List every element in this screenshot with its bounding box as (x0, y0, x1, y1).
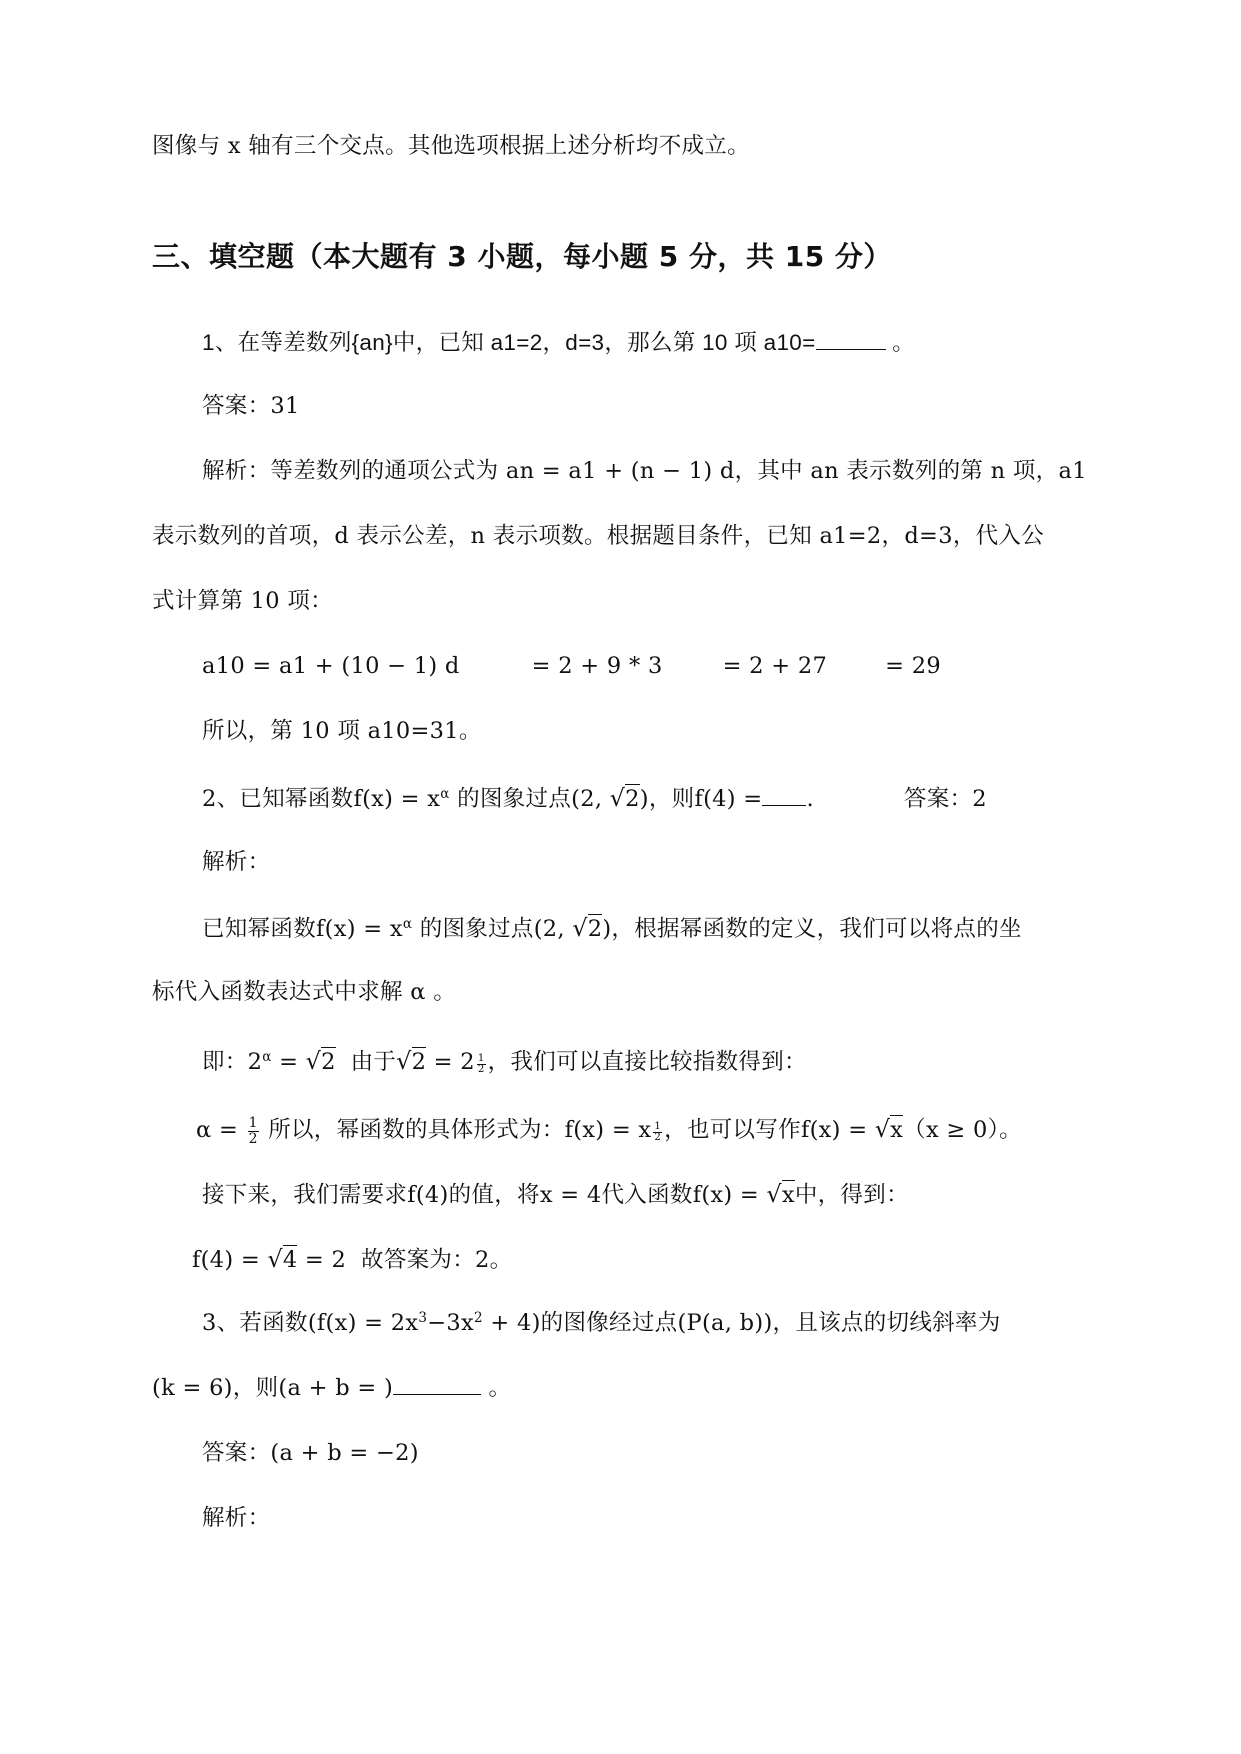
q2-number: 2、 (202, 786, 240, 812)
q1-explanation-line-1: 解析：等差数列的通项公式为 an = a1 + (n − 1) d，其中 an 表示数列的第 n 项，a1 (202, 458, 1087, 484)
q3-answer-value: (a + b = −2) (270, 1440, 419, 1466)
calc-step-4: = 29 (885, 653, 941, 679)
q3-text-2: 的图像经过点 (540, 1310, 678, 1336)
q1-calculation (202, 653, 941, 680)
f4-result-formula: f(4) = √4 = 2 (192, 1245, 347, 1273)
q3-line2-text-2: 。 (481, 1375, 512, 1401)
q3-question (202, 1310, 1001, 1337)
q2-step1-text-3: ，我们可以直接比较指数得到： (487, 1049, 807, 1075)
q2-step1-text-2: 由于 (350, 1049, 397, 1075)
q2-step3-text-1: 接下来，我们需要求 (202, 1182, 408, 1208)
q2-para-text-3: ，根据幂函数的定义，我们可以将点的坐 (611, 916, 1022, 942)
f4-formula: f(4) = (694, 786, 763, 812)
equation-sqrt2-power: √2 = 2 $\frac{1}{2}$ (396, 1047, 485, 1076)
q2-step-2 (196, 1115, 1022, 1146)
q2-explanation-line-1 (202, 914, 1022, 943)
q3-answer-label: 答案： (202, 1440, 271, 1466)
q2-step-1 (202, 1047, 807, 1076)
q3-answer-blank (393, 1376, 481, 1395)
sum-formula: (a + b = ) (278, 1375, 394, 1401)
cubic-function-formula: $(f(x) = 2x^3-3x^2 + 4)$ (307, 1309, 541, 1336)
q2-step1-text-1: 即： (202, 1049, 248, 1075)
q1-explanation-line-3: 式计算第 10 项： (152, 588, 333, 614)
function-power-form: f(x) = x $\frac{1}{2}$ (564, 1117, 662, 1144)
q2-final-text: 故答案为：2。 (361, 1247, 513, 1273)
section-heading: 三、填空题（本大题有 3 小题，每小题 5 分，共 15 分） (152, 240, 892, 273)
x-equals-4: x = 4 (539, 1182, 602, 1208)
point-formula: (2, √2) (571, 784, 649, 812)
calc-step-3: = 2 + 27 (722, 653, 828, 679)
q2-step3-text-2: 的值，将 (448, 1182, 540, 1208)
q2-text-1: 已知幂函数 (239, 786, 354, 812)
q2-para-text-1: 已知幂函数 (202, 916, 317, 942)
q2-step2-text-1: 所以，幂函数的具体形式为： (268, 1117, 565, 1143)
q3-explanation-label: 解析： (202, 1505, 271, 1531)
function-sqrt-form: f(x) = √x (800, 1115, 904, 1143)
q1-answer: 答案：31 (202, 393, 300, 419)
q2-step3-text-4: 中，得到： (794, 1182, 909, 1208)
q3-line2-text-1: ，则 (232, 1375, 279, 1401)
alpha-value: α = $\frac{1}{2}$ (196, 1114, 258, 1147)
q2-step2-text-3: （x ≥ 0）。 (903, 1117, 1022, 1143)
calc-step-2: = 2 + 9 * 3 (531, 653, 663, 679)
q1-conclusion: 所以，第 10 项 a10=31。 (202, 718, 482, 744)
calc-step-1: a10 = a1 + (10 − 1) d (202, 653, 460, 679)
q3-text-3: ，且该点的切线斜率为 (772, 1310, 1001, 1336)
q2-step3-text-3: 代入函数 (601, 1182, 693, 1208)
equation-2-alpha: $2^\alpha = √2$ (247, 1047, 336, 1075)
q2-answer-blank (762, 787, 806, 806)
function-sqrt-form: f(x) = √x (692, 1180, 795, 1208)
q1-answer-blank (816, 331, 886, 350)
q2-text-4: . (806, 786, 814, 812)
q2-text-2: 的图象过点 (457, 786, 572, 812)
continuation-text: 图像与 x 轴有三个交点。其他选项根据上述分析均不成立。 (152, 133, 750, 159)
q2-para-text-2: 的图象过点 (419, 916, 534, 942)
q1-explanation-line-2: 表示数列的首项，d 表示公差，n 表示项数。根据题目条件，已知 a1=2，d=3，代入公 (152, 523, 1045, 549)
q2-explanation-label: 解析： (202, 849, 271, 875)
q1-question (202, 329, 915, 356)
point-p-formula: (P(a, b)) (677, 1310, 773, 1336)
f4-formula: f(4) (407, 1182, 449, 1208)
power-function-formula: $f(x) = x^\alpha$ (353, 785, 450, 812)
q2-text-3: ，则 (648, 786, 695, 812)
q2-answer: 答案：2 (903, 786, 987, 812)
slope-formula: (k = 6) (152, 1375, 233, 1401)
q2-step-3 (202, 1180, 909, 1209)
q3-text-1: 3、若函数 (202, 1310, 308, 1336)
q2-step2-text-2: ，也可以写作 (664, 1117, 801, 1143)
q1-question-text: 1、在等差数列{an}中，已知 a1=2，d=3，那么第 10 项 a10= (202, 330, 816, 355)
q2-explanation-line-2: 标代入函数表达式中求解 α 。 (152, 979, 456, 1005)
q2-question (202, 784, 987, 813)
q2-final (192, 1245, 512, 1274)
point-formula: (2, √2) (533, 914, 612, 942)
q3-question-line-2 (152, 1375, 511, 1402)
q3-answer (202, 1440, 419, 1467)
power-function-formula: $f(x) = x^\alpha$ (316, 915, 413, 942)
q1-question-tail: 。 (885, 330, 915, 355)
